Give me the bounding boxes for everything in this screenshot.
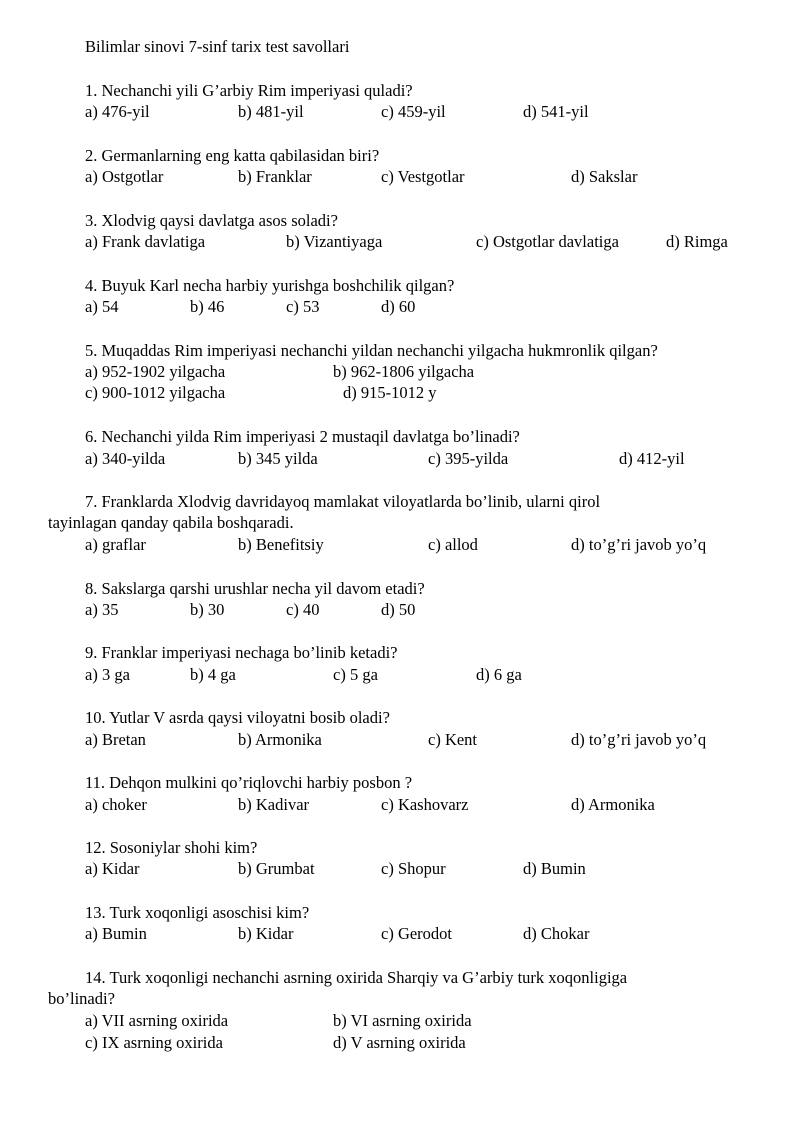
option-a: a) Bretan: [85, 730, 146, 749]
option-c: c) IX asrning oxirida: [85, 1033, 223, 1052]
option-c: c) Vestgotlar: [381, 167, 465, 186]
question-3: [0, 210, 800, 232]
question-text: 14. Turk xoqonligi nechanchi asrning oxirida Sharqiy va G’arbiy turk xoqonligiga: [85, 968, 628, 987]
option-a: a) 35: [85, 600, 119, 619]
option-b: b) 962-1806 yilgacha: [333, 362, 475, 381]
question-text: 2. Germanlarning eng katta qabilasidan biri?: [85, 146, 380, 165]
option-c: c) Kent: [428, 730, 478, 749]
option-c: c) Gerodot: [381, 924, 453, 943]
option-c: c) 395-yilda: [428, 449, 509, 468]
option-c: c) Ostgotlar davlatiga: [476, 232, 619, 251]
question-text: 5. Muqaddas Rim imperiyasi nechanchi yildan nechanchi yilgacha hukmronlik qilgan?: [85, 341, 658, 360]
option-b: b) Kidar: [238, 924, 294, 943]
question-text: 10. Yutlar V asrda qaysi viloyatni bosib oladi?: [85, 708, 390, 727]
question-text: 13. Turk xoqonligi asoschisi kim?: [85, 903, 310, 922]
question-14-continuation: [0, 988, 800, 1010]
question-7-continuation: [0, 512, 800, 534]
option-c: c) Shopur: [381, 859, 446, 878]
option-d: d) to’g’ri javob yo’q: [571, 730, 707, 749]
option-d: d) V asrning oxirida: [333, 1033, 466, 1052]
question-12: [0, 837, 800, 859]
option-b: b) 345 yilda: [238, 449, 318, 468]
option-b: b) Kadivar: [238, 795, 310, 814]
option-b: b) Grumbat: [238, 859, 315, 878]
option-a: a) Ostgotlar: [85, 167, 164, 186]
document-title: Bilimlar sinovi 7-sinf tarix test savollari: [85, 37, 350, 56]
option-a: a) 952-1902 yilgacha: [85, 362, 226, 381]
option-d: d) 412-yil: [619, 449, 685, 468]
option-d: d) Rimga: [666, 232, 728, 251]
question-7-options: [0, 534, 800, 556]
option-d: d) to’g’ri javob yo’q: [571, 535, 707, 554]
option-a: a) choker: [85, 795, 147, 814]
option-c: c) 40: [286, 600, 320, 619]
option-d: d) 541-yil: [523, 102, 589, 121]
question-text: 8. Sakslarga qarshi urushlar necha yil davom etadi?: [85, 579, 425, 598]
option-d: d) 915-1012 y: [343, 383, 437, 402]
question-5-options-row-1: [0, 361, 800, 383]
question-5: [0, 340, 800, 362]
option-d: d) Bumin: [523, 859, 586, 878]
option-c: c) 459-yil: [381, 102, 446, 121]
question-text: 7. Franklarda Xlodvig davridayoq mamlakat viloyatlarda bo’linib, ularni qirol: [85, 492, 601, 511]
question-text: 3. Xlodvig qaysi davlatga asos soladi?: [85, 211, 338, 230]
question-8-options: [0, 599, 800, 621]
option-c: c) 53: [286, 297, 320, 316]
question-5-options-row-2: [0, 382, 800, 404]
option-b: b) VI asrning oxirida: [333, 1011, 472, 1030]
question-10: [0, 707, 800, 729]
option-c: c) allod: [428, 535, 478, 554]
option-b: b) Armonika: [238, 730, 322, 749]
option-d: d) 60: [381, 297, 416, 316]
question-11-options: [0, 794, 800, 816]
question-7: [0, 491, 800, 513]
option-b: b) Benefitsiy: [238, 535, 324, 554]
question-3-options: [0, 231, 800, 253]
option-d: d) Chokar: [523, 924, 590, 943]
question-text: 12. Sosoniylar shohi kim?: [85, 838, 258, 857]
option-a: a) Frank davlatiga: [85, 232, 206, 251]
question-14-options-row-1: [0, 1010, 800, 1032]
question-14: [0, 967, 800, 989]
document-title-line: [0, 36, 800, 58]
option-b: b) Franklar: [238, 167, 312, 186]
question-12-options: [0, 858, 800, 880]
option-b: b) 30: [190, 600, 225, 619]
question-14-options-row-2: [0, 1032, 800, 1054]
option-a: a) 340-yilda: [85, 449, 166, 468]
option-d: d) 50: [381, 600, 416, 619]
option-a: a) Bumin: [85, 924, 147, 943]
question-13-options: [0, 923, 800, 945]
option-c: c) 5 ga: [333, 665, 378, 684]
option-d: d) Sakslar: [571, 167, 638, 186]
question-text: 11. Dehqon mulkini qo’riqlovchi harbiy posbon ?: [85, 773, 413, 792]
question-1-options: [0, 101, 800, 123]
question-11: [0, 772, 800, 794]
option-a: a) 476-yil: [85, 102, 150, 121]
question-8: [0, 578, 800, 600]
question-text: 1. Nechanchi yili G’arbiy Rim imperiyasi quladi?: [85, 81, 413, 100]
option-a: a) Kidar: [85, 859, 140, 878]
option-c: c) 900-1012 yilgacha: [85, 383, 226, 402]
question-10-options: [0, 729, 800, 751]
option-b: b) Vizantiyaga: [286, 232, 383, 251]
option-d: d) 6 ga: [476, 665, 522, 684]
option-b: b) 4 ga: [190, 665, 236, 684]
question-9-options: [0, 664, 800, 686]
question-text: 6. Nechanchi yilda Rim imperiyasi 2 mustaqil davlatga bo’linadi?: [85, 427, 520, 446]
question-text-continuation: bo’linadi?: [48, 989, 115, 1008]
option-b: b) 46: [190, 297, 225, 316]
question-text: 9. Franklar imperiyasi nechaga bo’linib ketadi?: [85, 643, 398, 662]
option-a: a) VII asrning oxirida: [85, 1011, 229, 1030]
question-13: [0, 902, 800, 924]
option-c: c) Kashovarz: [381, 795, 469, 814]
question-4-options: [0, 296, 800, 318]
option-d: d) Armonika: [571, 795, 655, 814]
question-9: [0, 642, 800, 664]
question-2: [0, 145, 800, 167]
question-4: [0, 275, 800, 297]
question-1: [0, 80, 800, 102]
option-b: b) 481-yil: [238, 102, 304, 121]
question-6: [0, 426, 800, 448]
question-6-options: [0, 448, 800, 470]
option-a: a) 54: [85, 297, 119, 316]
question-2-options: [0, 166, 800, 188]
question-text: 4. Buyuk Karl necha harbiy yurishga boshchilik qilgan?: [85, 276, 455, 295]
option-a: a) 3 ga: [85, 665, 130, 684]
option-a: a) graflar: [85, 535, 146, 554]
question-text-continuation: tayinlagan qanday qabila boshqaradi.: [48, 513, 294, 532]
